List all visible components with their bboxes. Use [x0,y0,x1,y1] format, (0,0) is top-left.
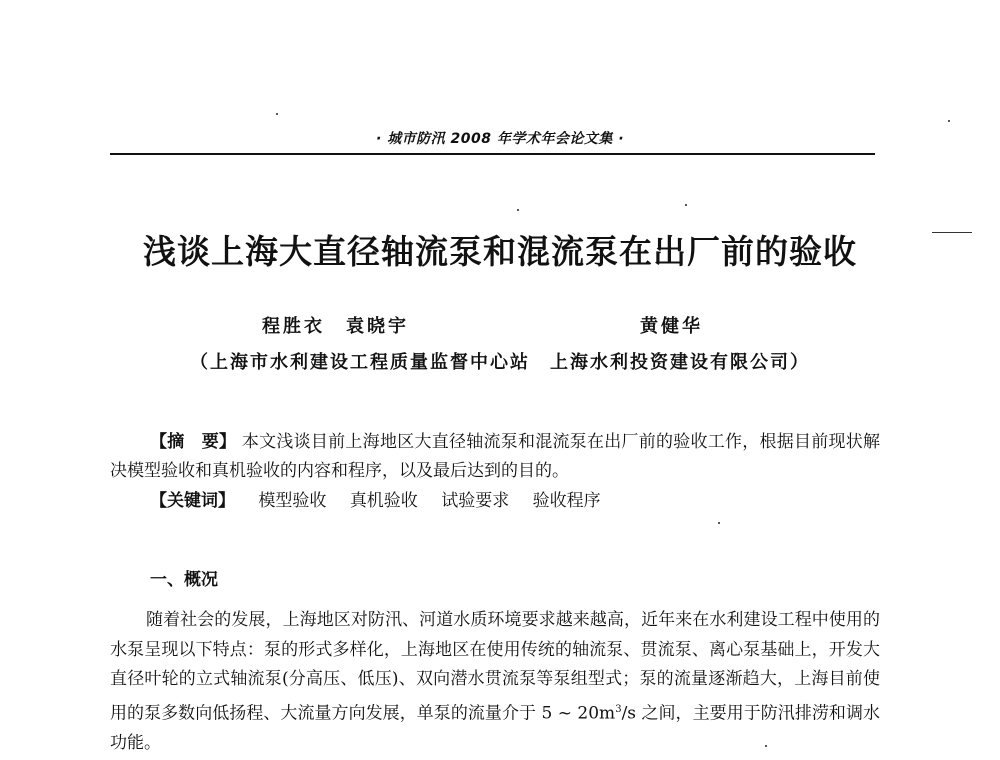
keyword: 验收程序 [532,491,601,511]
keywords-label: 【关键词】 [150,491,235,511]
scan-speck [718,522,720,524]
keyword: 模型验收 [258,491,327,511]
abstract-text: 本文浅谈目前上海地区大直径轴流泵和混流泵在出厂前的验收工作，根据目前现状解决模型验收和真机验收的内容和程序，以及最后达到的目的。 [110,432,881,481]
body-paragraph [110,606,880,758]
scan-speck [685,204,687,206]
scan-speck [948,120,950,122]
affiliation: （上海市水利建设工程质量监督中心站 上海水利投资建设有限公司） [190,352,810,373]
section-heading: 一、概况 [150,570,218,590]
header-rule [110,153,875,155]
keywords [150,487,619,516]
paper-title: 浅谈上海大直径轴流泵和混流泵在出厂前的验收 [143,232,857,271]
running-header: · 城市防汛 2008 年学术年会论文集 · [375,131,625,147]
abstract-label: 【摘 要】 [150,432,237,452]
authors-right: 黄健华 [640,316,703,337]
keyword: 试验要求 [441,491,510,511]
paragraph-text-end: /s 之间，主要用于防汛排涝和调水功能。 [110,703,880,753]
unit-superscript: 3 [615,703,622,715]
keyword: 真机验收 [349,491,418,511]
authors-left: 程胜衣 袁晓宇 [262,316,409,337]
scan-speck [517,209,519,211]
abstract [110,428,880,486]
paragraph-text: 随着社会的发展，上海地区对防汛、河道水质环境要求越来越高，近年来在水利建设工程中使用的水泵呈现以下特点：泵的形式多样化，上海地区在使用传统的轴流泵、贯流泵、离心泵基础上，开发大直径叶轮的立式轴流泵(分高压、低压)、双向潜水贯流泵等泵组型式；泵的流量逐渐趋大，上海目前使用的泵多数向低扬程、大流量方向发展，单泵的流量介于 5 ~ 20m [110,610,880,724]
scan-speck [276,113,278,115]
